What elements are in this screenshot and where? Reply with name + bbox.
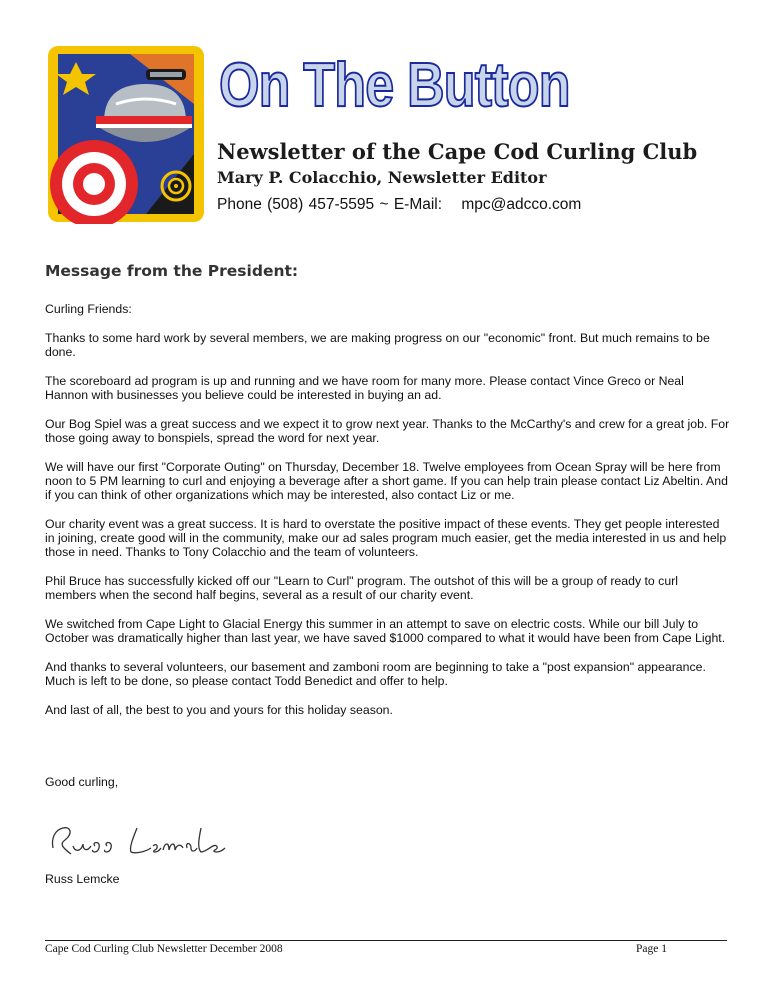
paragraph: Thanks to some hard work by several members, we are making progress on our "economic" front. But much remains to be done.: [45, 331, 710, 359]
signer-name: Russ Lemcke: [45, 872, 120, 886]
footer-divider: [45, 940, 727, 941]
paragraph: And last of all, the best to you and yours for this holiday season.: [45, 703, 393, 717]
paragraph: Our charity event was a great success. It is hard to overstate the positive impact of these events. They get people interested in joining, create good will in the community, make our ad sales program much easier, get the media interested in us and help those in need. Thanks to Tony Colacchio and the team of volunteers.: [45, 517, 727, 559]
email-label: E-Mail:: [393, 196, 443, 213]
paragraph: Phil Bruce has successfully kicked off our "Learn to Curl" program. The outshot of this will be a group of ready to curl members when the second half begins, several as a result of our charity event.: [45, 574, 678, 602]
handwritten-signature: [45, 818, 235, 863]
paragraph: The scoreboard ad program is up and running and we have room for many more. Please contact Vince Greco or Neal Hannon with businesses you believe could be interested in buying an ad.: [45, 374, 684, 402]
section-heading: Message from the President:: [45, 262, 299, 280]
newsletter-editor: Mary P. Colacchio, Newsletter Editor: [217, 168, 547, 187]
phone-number: (508) 457-5595: [267, 196, 375, 213]
paragraph: Our Bog Spiel was a great success and we expect it to grow next year. Thanks to the McCarthy's and crew for a great job. For those going away to bonspiels, spread the word for next year.: [45, 417, 730, 445]
contact-separator: ~: [379, 196, 389, 213]
curling-stone-target-logo-icon: [46, 44, 206, 224]
paragraph: We will have our first "Corporate Outing" on Thursday, December 18. Twelve employees from Ocean Spray will be here from noon to 5 PM learning to curl and enjoying a beverage after a short game. If you can help train please contact Liz Abeltin. And if you can think of other organizations which may be interested, also contact Liz or me.: [45, 460, 728, 502]
email-address[interactable]: mpc@adcco.com: [461, 196, 582, 213]
contact-line: [217, 196, 581, 214]
newsletter-subtitle: Newsletter of the Cape Cod Curling Club: [217, 139, 698, 164]
phone-label: Phone: [217, 196, 262, 213]
paragraph: We switched from Cape Light to Glacial Energy this summer in an attempt to save on electric costs. While our bill July to October was dramatically higher than last year, we have saved $1000 compared to what it would have been from Cape Light.: [45, 617, 726, 645]
greeting: Curling Friends:: [45, 302, 132, 316]
footer-title: Cape Cod Curling Club Newsletter December 2008: [45, 943, 283, 955]
letter-body: [45, 302, 730, 732]
page-number: Page 1: [636, 943, 667, 955]
closing: Good curling,: [45, 775, 119, 789]
newsletter-masthead: On The Button: [219, 51, 570, 120]
paragraph: And thanks to several volunteers, our basement and zamboni room are beginning to take a "post expansion" appearance. Much is left to be done, so please contact Todd Benedict and offer to help.: [45, 660, 706, 688]
